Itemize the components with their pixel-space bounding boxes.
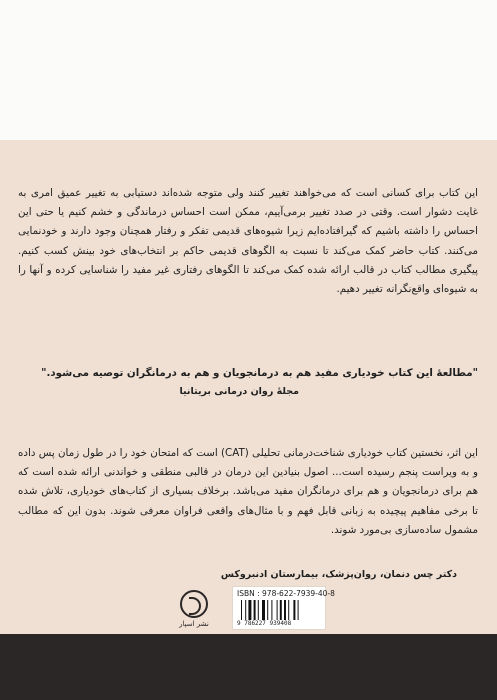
barcode-digits: 9 786227 939408 xyxy=(237,620,292,627)
quote-source: مجلهٔ روان درمانی بریتانیا xyxy=(179,386,299,397)
description-paragraph: این کتاب برای کسانی است که می‌خواهند تغییر کنند ولی متوجه شده‌اند دستیابی به تغییر عمیق امری به غایت دشوار است. وقتی در صدد تغییر برمی‌آییم، ممکن است احساس درماندگی و خشم کنیم یا حتی این احساس را داشته باشیم که گیرافتاده‌ایم زیرا شیوه‌های قدیمی تفکر و رفتار همچنان وجود دارند و خودنمایی می‌کنند. کتاب حاضر کمک می‌کند تا نسبت به الگوهای قدیمی حاکم بر انتخاب‌های خود بینش کسب کنیم. پیگیری مطالب کتاب در قالب ارائه شده کمک می‌کند تا الگوهای رفتاری غیر مفید را شناسایی کرده و آنها را به شیوه‌ای واقع‌نگرانه تغییر دهیم. xyxy=(18,187,478,296)
barcode-bar xyxy=(262,600,265,620)
barcode-bar xyxy=(258,600,259,620)
barcode-bar xyxy=(271,600,272,620)
barcode-bar xyxy=(254,600,256,620)
barcode-bar xyxy=(245,600,246,620)
publisher-logo xyxy=(168,590,220,628)
publisher-emblem-icon xyxy=(180,590,208,618)
bottom-dark-band xyxy=(0,634,497,700)
top-white-band xyxy=(0,0,497,140)
barcode-icon xyxy=(241,600,317,620)
barcode-bar xyxy=(280,600,282,620)
review-quote: "مطالعهٔ این کتاب خودیاری مفید هم به درمانجویان و هم به درمانگران توصیه می‌شود." xyxy=(41,367,478,379)
barcode-bar xyxy=(284,600,286,620)
barcode-bar xyxy=(241,600,242,620)
barcode-bar xyxy=(277,600,278,620)
publisher-name: نشر اسپار xyxy=(179,620,209,628)
barcode-bar xyxy=(298,600,299,620)
barcode-bar xyxy=(293,600,295,620)
endorser-credit: دکتر چس دنمان، روان‌پزشک، بیمارستان ادنبروکس xyxy=(220,569,457,580)
author-paragraph: این اثر، نخستین کتاب خودیاری شناخت‌درمانی تحلیلی (CAT) است که امتحان خود را در طول زمان پس داده و به ویراست پنجم رسیده است... اصول بنیادین این درمان در قالبی منطقی و خواندنی ارائه شده است که هم برای درمانجویان و هم برای درمانگران مفید می‌باشد. برخلاف بسیاری از کتاب‌های خودیاری، تلاش شده تا برخی مفاهیم پیچیده به زبانی قابل فهم و با مثال‌های واقعی فراوان معرفی شوند. بدون این که مطالب مشمول ساده‌سازی بی‌مورد شوند. xyxy=(18,447,478,536)
barcode-bar xyxy=(248,600,251,620)
isbn-label: ISBN : 978-622-7939-40-8 xyxy=(237,589,335,598)
isbn-barcode-box xyxy=(232,586,335,630)
barcode-bar xyxy=(267,600,268,620)
barcode-bar xyxy=(288,600,289,620)
